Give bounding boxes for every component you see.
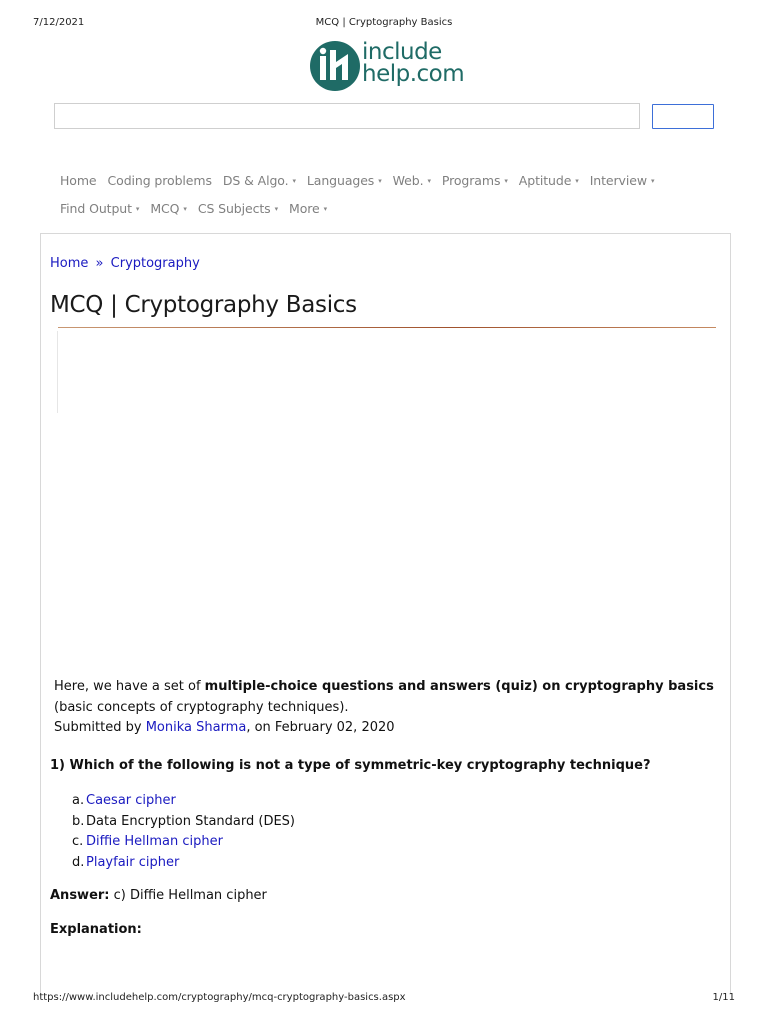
nav-item-cs-subjects[interactable]	[198, 201, 278, 216]
intro-suffix: (basic concepts of cryptography techniques).	[54, 699, 349, 715]
nav-item-aptitude[interactable]	[519, 173, 579, 188]
nav-item-home[interactable]	[60, 173, 97, 188]
intro-paragraph	[54, 677, 714, 718]
nav-item-label: CS Subjects	[197, 200, 271, 216]
print-date: 7/12/2021	[33, 17, 85, 28]
nav-item-label: Programs	[441, 172, 501, 188]
question-1-options	[72, 791, 295, 873]
option-letter: c.	[72, 834, 84, 849]
nav-item-interview[interactable]	[590, 173, 655, 188]
logo-mark-icon	[309, 40, 361, 92]
caret-down-icon: ▾	[183, 204, 187, 213]
nav-item-languages[interactable]	[307, 173, 382, 188]
nav-row-1	[60, 166, 710, 194]
option-letter: a.	[72, 793, 85, 808]
caret-down-icon: ▾	[378, 176, 382, 185]
search-input[interactable]	[54, 103, 640, 129]
nav-item-more[interactable]	[289, 201, 327, 216]
breadcrumb-separator: »	[95, 256, 104, 271]
option-item	[72, 812, 295, 833]
nav-item-label: Coding problems	[107, 172, 212, 188]
option-letter: b.	[72, 813, 85, 829]
option-text[interactable]: Caesar cipher	[86, 793, 176, 808]
intro-prefix: Here, we have a set of	[54, 679, 205, 694]
logo-text	[362, 41, 464, 85]
logo-line1: include	[362, 39, 442, 65]
answer-label: Answer:	[50, 888, 110, 903]
option-item	[72, 832, 295, 853]
print-page-number: 1/11	[712, 992, 735, 1003]
main-nav	[60, 166, 710, 222]
caret-down-icon: ▾	[323, 204, 328, 213]
nav-item-label: MCQ	[150, 200, 180, 216]
option-item	[72, 791, 295, 812]
option-text[interactable]: Diffie Hellman cipher	[86, 834, 223, 849]
breadcrumb-cryptography[interactable]: Cryptography	[110, 256, 200, 271]
answer-text: c) Diffie Hellman cipher	[109, 888, 267, 903]
nav-item-label: Find Output	[60, 200, 132, 216]
caret-down-icon: ▾	[575, 176, 579, 185]
nav-item-find-output[interactable]	[60, 201, 139, 216]
explanation-label: Explanation:	[50, 922, 142, 937]
nav-item-label: Languages	[306, 172, 375, 188]
nav-item-coding-problems[interactable]	[108, 173, 212, 188]
print-url: https://www.includehelp.com/cryptography/mcq-cryptography-basics.aspx	[33, 992, 406, 1003]
option-text: Data Encryption Standard (DES)	[86, 813, 295, 829]
search-button[interactable]	[652, 104, 714, 129]
nav-item-label: More	[289, 200, 320, 216]
print-page-title: MCQ | Cryptography Basics	[315, 17, 453, 28]
nav-item-ds-algo[interactable]	[223, 173, 296, 188]
caret-down-icon: ▾	[274, 204, 279, 213]
caret-down-icon: ▾	[504, 176, 508, 185]
caret-down-icon: ▾	[650, 176, 655, 185]
caret-down-icon: ▾	[135, 204, 140, 213]
ad-placeholder	[58, 331, 716, 661]
nav-row-2	[60, 194, 710, 222]
site-logo[interactable]	[309, 40, 469, 92]
breadcrumb-home[interactable]: Home	[50, 256, 89, 271]
nav-item-label: Web.	[392, 172, 424, 188]
article-intro	[54, 677, 714, 739]
intro-bold: multiple-choice questions and answers (quiz) on cryptography basics	[204, 679, 714, 694]
answer	[50, 888, 267, 903]
submitted-prefix: Submitted by	[54, 720, 146, 735]
print-header	[0, 17, 768, 31]
question-1: 1) Which of the following is not a type of symmetric-key cryptography technique?	[50, 758, 651, 773]
author-link[interactable]: Monika Sharma	[145, 720, 247, 735]
option-text[interactable]: Playfair cipher	[86, 854, 180, 870]
breadcrumb	[50, 256, 200, 271]
nav-item-programs[interactable]	[442, 173, 508, 188]
nav-item-web[interactable]	[393, 173, 431, 188]
nav-item-mcq[interactable]	[150, 201, 186, 216]
title-divider	[58, 327, 716, 328]
print-footer	[0, 992, 768, 1006]
caret-down-icon: ▾	[427, 176, 431, 185]
nav-item-label: Home	[60, 172, 97, 188]
page-title: MCQ | Cryptography Basics	[50, 292, 357, 318]
nav-item-label: DS & Algo.	[222, 172, 289, 188]
option-letter: d.	[72, 854, 85, 870]
nav-item-label: Interview	[589, 172, 647, 188]
caret-down-icon: ▾	[292, 176, 296, 185]
option-item	[72, 853, 295, 874]
submitted-by	[54, 718, 714, 739]
submitted-date: , on February 02, 2020	[246, 720, 395, 735]
logo-line2: help.com	[362, 61, 465, 87]
nav-item-label: Aptitude	[518, 172, 572, 188]
